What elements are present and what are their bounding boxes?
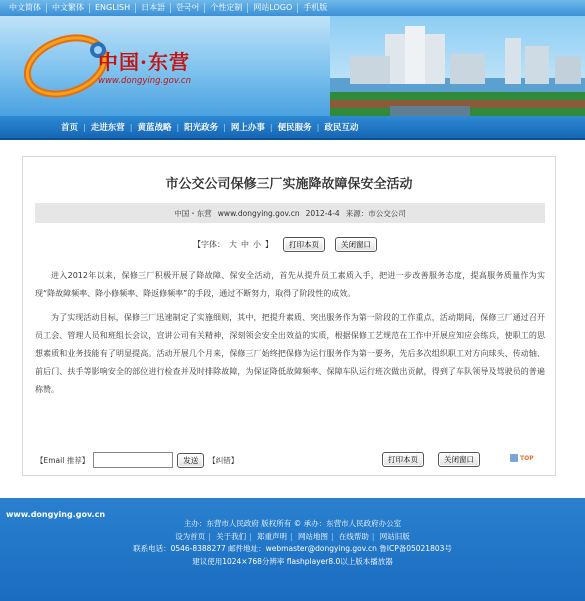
meta-url: www.dongying.gov.cn	[217, 208, 300, 218]
site-name: 中国·东营	[98, 50, 190, 74]
font-size-medium[interactable]: 中	[241, 240, 249, 249]
nav-online-services[interactable]: 网上办事	[230, 123, 265, 133]
email-recommend-label: 【Email 推荐】	[36, 455, 90, 465]
footer-url: www.dongying.gov.cn	[6, 510, 106, 519]
custom-link[interactable]: 个性定制	[205, 3, 248, 13]
footer-link-about[interactable]: 关于我们	[216, 531, 247, 541]
footer-links	[0, 531, 585, 544]
close-window-button[interactable]: 关闭窗口	[438, 452, 480, 467]
language-bar	[0, 0, 585, 16]
lang-link-english[interactable]: ENGLISH	[90, 3, 136, 13]
email-input[interactable]	[93, 452, 173, 468]
footer	[0, 498, 585, 601]
font-size-small[interactable]: 小	[253, 240, 261, 249]
main-nav	[0, 116, 585, 140]
lang-link-korean[interactable]: 한국어	[171, 3, 205, 13]
mobile-link[interactable]: 手机版	[303, 3, 328, 12]
nav-home[interactable]: 首页	[61, 123, 79, 133]
nav-interaction[interactable]: 政民互动	[324, 123, 359, 133]
site-logo-link[interactable]: 网站LOGO	[248, 3, 298, 13]
footer-link-home[interactable]: 设为首页	[175, 531, 206, 541]
nav-separator: |	[83, 122, 86, 132]
nav-separator: |	[129, 122, 133, 132]
font-size-label: 【字体：	[193, 240, 225, 249]
lang-link-japanese[interactable]: 日本語	[136, 3, 171, 13]
nav-about-dongying[interactable]: 走进东营	[90, 123, 125, 133]
nav-strategy[interactable]: 黄蓝战略	[137, 123, 172, 133]
nav-separator: |	[223, 122, 226, 132]
footer-recommendation: 建议使用1024×768分辨率 flashplayer8.0以上版本播放器	[192, 556, 393, 566]
site-url: www.dongying.gov.cn	[98, 76, 191, 86]
nav-government-affairs[interactable]: 阳光政务	[184, 123, 219, 133]
meta-source: 来源：市公交公司	[345, 208, 406, 218]
nav-separator: |	[176, 122, 180, 132]
footer-link-old-version[interactable]: 网站旧版	[379, 531, 410, 541]
share-bar	[36, 450, 546, 470]
top-label: TOP	[520, 454, 534, 462]
article-meta	[35, 203, 545, 223]
footer-separator: |	[249, 531, 252, 541]
footer-text	[0, 518, 585, 568]
print-button-top[interactable]: 打印本页	[283, 237, 325, 252]
font-size-controls	[193, 237, 377, 252]
lang-link-traditional[interactable]: 中文繁体	[47, 3, 90, 13]
meta-date: 2012-4-4	[305, 208, 340, 218]
font-size-large[interactable]: 大	[229, 240, 237, 249]
city-photo	[330, 16, 585, 116]
send-button[interactable]: 发送	[177, 453, 204, 468]
footer-separator: |	[290, 531, 293, 541]
article-title: 市公交公司保修三厂实施降故障保安全活动	[165, 177, 413, 192]
footer-contact: 联系电话：0546-8388277 邮件地址：webmaster@dongying.gov.cn 鲁ICP备05021803号	[133, 544, 452, 553]
footer-sponsor: 主办：东营市人民政府 版权所有 © 承办：东营市人民政府办公室	[183, 519, 402, 528]
footer-separator: |	[371, 531, 375, 541]
article-body	[35, 267, 545, 405]
footer-link-statement[interactable]: 郑重声明	[257, 531, 288, 541]
nav-separator: |	[316, 122, 320, 132]
back-to-top-link[interactable]	[510, 454, 534, 462]
footer-separator: |	[330, 531, 334, 541]
lang-link-simplified[interactable]: 中文简体	[4, 3, 47, 13]
close-window-button-top[interactable]: 关闭窗口	[335, 237, 377, 252]
font-size-close: 】	[265, 240, 273, 249]
nav-separator: |	[269, 122, 273, 132]
footer-separator: |	[208, 531, 211, 541]
meta-site: 中国・东营	[174, 208, 212, 218]
nav-citizen-services[interactable]: 便民服务	[277, 123, 312, 133]
footer-link-help[interactable]: 在线帮助	[338, 531, 369, 541]
header-banner	[0, 16, 585, 116]
arrow-up-icon	[510, 454, 518, 462]
article-panel	[22, 156, 556, 476]
print-button[interactable]: 打印本页	[382, 452, 424, 467]
error-report-link[interactable]: 【纠错】	[208, 455, 239, 465]
footer-link-sitemap[interactable]: 网站地图	[297, 531, 328, 541]
article-paragraph: 进入2012年以来，保修三厂积极开展了降故障、保安全活动，首先从提升员工素质入手，把进一步改善服务态度，提高服务质量作为实现“降故障频率、降小修频率、降返修频率”的手段，通过不断努力，取得了阶段性的成效。	[35, 271, 545, 298]
article-paragraph: 为了实现活动目标，保修三厂迅速制定了实施细则，其中，把提升素质、突出服务作为第一阶段的工作重点，活动期间，保修三厂通过召开员工会、管理人员和班组长会议，宣讲公司有关精神，深刻领会安全出效益的实质，根据保修工艺规范在工作中开展应知应会练兵，使职工的思想素质和业务技能有了明显提高。活动开展几个月来，保修三厂始终把保修为运行服务作为第一要务，先后多次组织职工对方向球头、传动轴、前后门、扶手等影响安全的部位进行检查并及时排除故障，为保证降低故障频率、保障车队运行班次做出贡献，得到了车队领导及驾驶员的普遍称赞。	[35, 313, 545, 394]
